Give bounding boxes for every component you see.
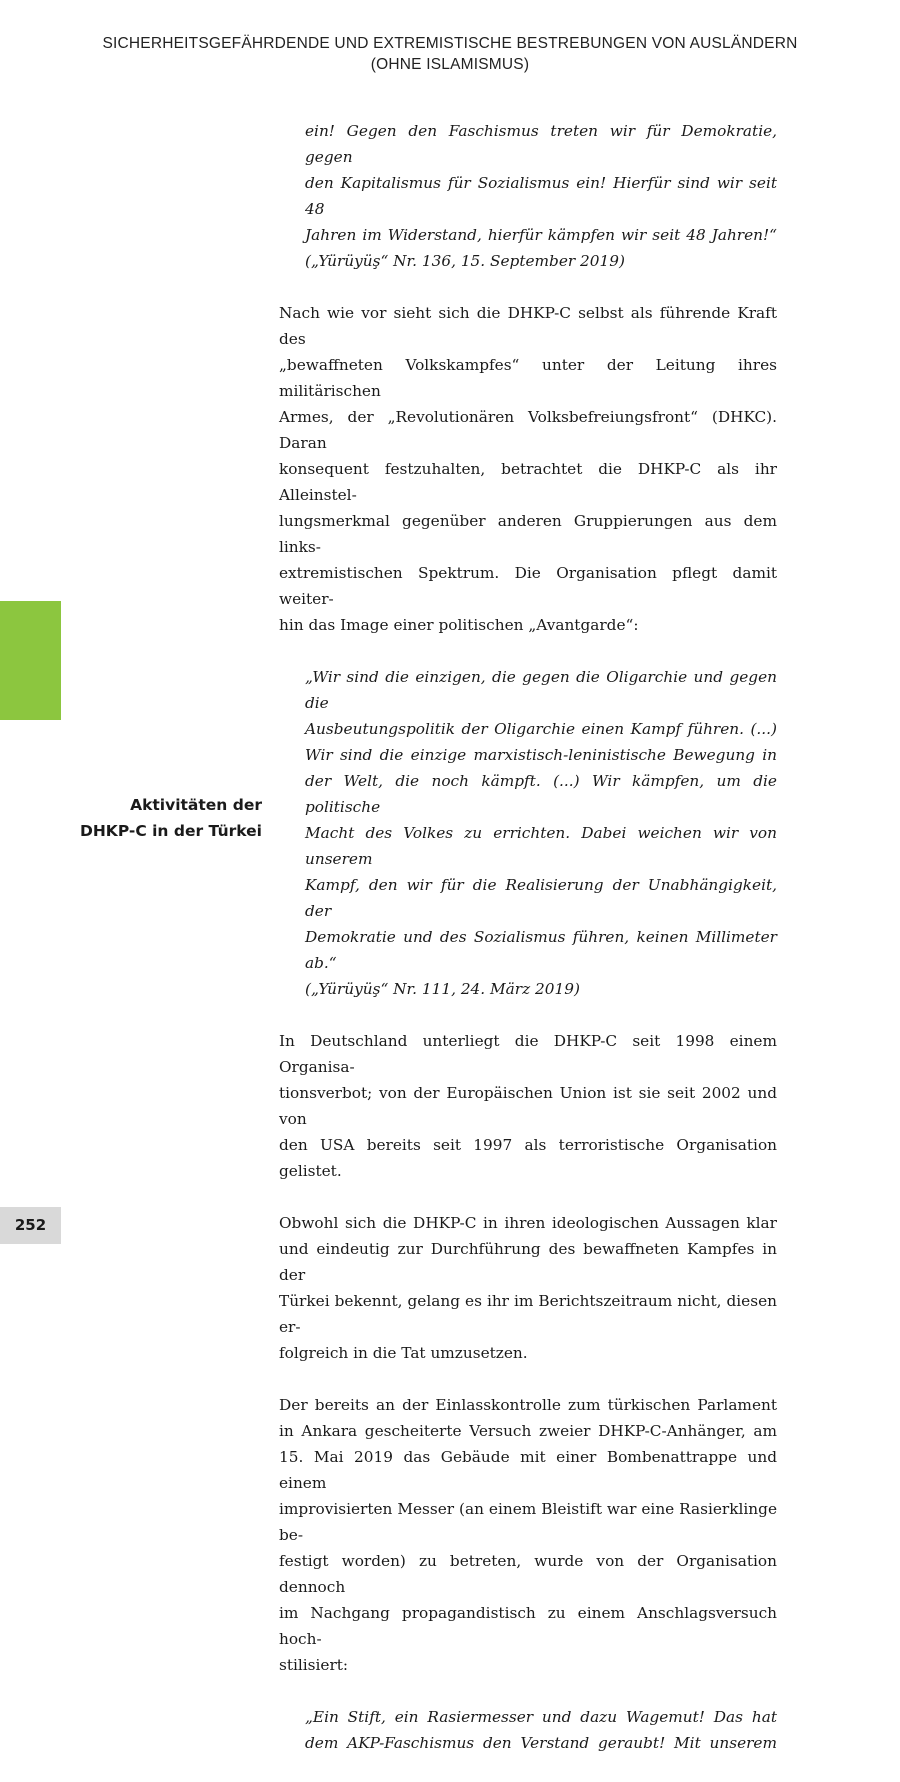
quote-line: dem AKP-Faschismus den Verstand geraubt! Mit unserem [305,1734,777,1752]
paragraph-line: folgreich in die Tat umzusetzen. [279,1344,528,1362]
quote-line: den Kapitalismus für Sozialismus ein! Hierfür sind wir seit 48 [305,174,777,218]
paragraph-line: und eindeutig zur Durchführung des bewaffneten Kampfes in der [279,1240,777,1284]
quote-line: „Ein Stift, ein Rasiermesser und dazu Wagemut! Das hat [305,1708,777,1726]
paragraph-3 [279,1210,777,1366]
paragraph-line: konsequent festzuhalten, betrachtet die DHKP-C als ihr Alleinstel- [279,460,777,504]
quote-line: Ausbeutungspolitik der Oligarchie einen Kampf führen. (...) [305,720,777,738]
quote-source: („Yürüyüş“ Nr. 111, 24. März 2019) [305,980,580,998]
paragraph-line: hin das Image einer politischen „Avantgarde“: [279,616,639,634]
chapter-color-tab [0,601,61,720]
paragraph-line: in Ankara gescheiterte Versuch zweier DHKP-C-Anhänger, am [279,1422,777,1440]
paragraph-line: „bewaffneten Volkskampfes“ unter der Leitung ihres militärischen [279,356,777,400]
running-head-line-1: SICHERHEITSGEFÄHRDENDE UND EXTREMISTISCHE BESTREBUNGEN VON AUSLÄNDERN [102,35,798,52]
paragraph-line: Nach wie vor sieht sich die DHKP-C selbst als führende Kraft des [279,304,777,348]
side-heading-line-2: DHKP-C in der Türkei [79,822,262,840]
paragraph-line: im Nachgang propagandistisch zu einem Anschlagsversuch hoch- [279,1604,777,1648]
paragraph-line: 15. Mai 2019 das Gebäude mit einer Bombenattrappe und einem [279,1448,777,1492]
quote-line: der Welt, die noch kämpft. (...) Wir kämpfen, um die politische [305,772,777,816]
quote-line: Jahren im Widerstand, hierfür kämpfen wir seit 48 Jahren!“ [305,226,777,244]
paragraph-2 [279,1028,777,1184]
paragraph-line: Türkei bekennt, gelang es ihr im Berichtszeitraum nicht, diesen er- [279,1292,777,1336]
main-text-column [279,118,777,1782]
side-heading-line-1: Aktivitäten der [130,796,262,814]
quote-line: ein! Gegen den Faschismus treten wir für Demokratie, gegen [305,122,777,166]
paragraph-line: Der bereits an der Einlasskontrolle zum türkischen Parlament [279,1396,777,1414]
paragraph-4 [279,1392,777,1678]
paragraph-line: extremistischen Spektrum. Die Organisation pflegt damit weiter- [279,564,777,608]
quote-source: („Yürüyüş“ Nr. 136, 15. September 2019) [305,252,625,270]
quote-line: Kampf, den wir für die Realisierung der Unabhängigkeit, der [305,876,777,920]
paragraph-line: den USA bereits seit 1997 als terroristische Organisation gelistet. [279,1136,777,1180]
quote-line: „Wir sind die einzigen, die gegen die Oligarchie und gegen die [305,668,777,712]
paragraph-1 [279,300,777,638]
quote-block-1 [279,118,777,274]
quote-block-2 [279,664,777,1002]
paragraph-line: Obwohl sich die DHKP-C in ihren ideologischen Aussagen klar [279,1214,777,1232]
quote-block-3 [279,1704,777,1756]
quote-line: Macht des Volkes zu errichten. Dabei weichen wir von unserem [305,824,777,868]
paragraph-line: tionsverbot; von der Europäischen Union ist sie seit 2002 und von [279,1084,777,1128]
quote-line: Wir sind die einzige marxistisch-leninistische Bewegung in [305,746,777,764]
quote-line: Demokratie und des Sozialismus führen, keinen Millimeter ab.“ [305,928,777,972]
paragraph-line: improvisierten Messer (an einem Bleistift war eine Rasierklinge be- [279,1500,777,1544]
page-number: 252 [0,1207,61,1244]
running-head [60,33,840,75]
paragraph-line: In Deutschland unterliegt die DHKP-C seit 1998 einem Organisa- [279,1032,777,1076]
paragraph-line: Armes, der „Revolutionären Volksbefreiungsfront“ (DHKC). Daran [279,408,777,452]
paragraph-line: lungsmerkmal gegenüber anderen Gruppierungen aus dem links- [279,512,777,556]
side-heading [60,792,262,844]
paragraph-line: stilisiert: [279,1656,349,1674]
paragraph-line: festigt worden) zu betreten, wurde von der Organisation dennoch [279,1552,777,1596]
running-head-line-2: (OHNE ISLAMISMUS) [370,56,530,73]
